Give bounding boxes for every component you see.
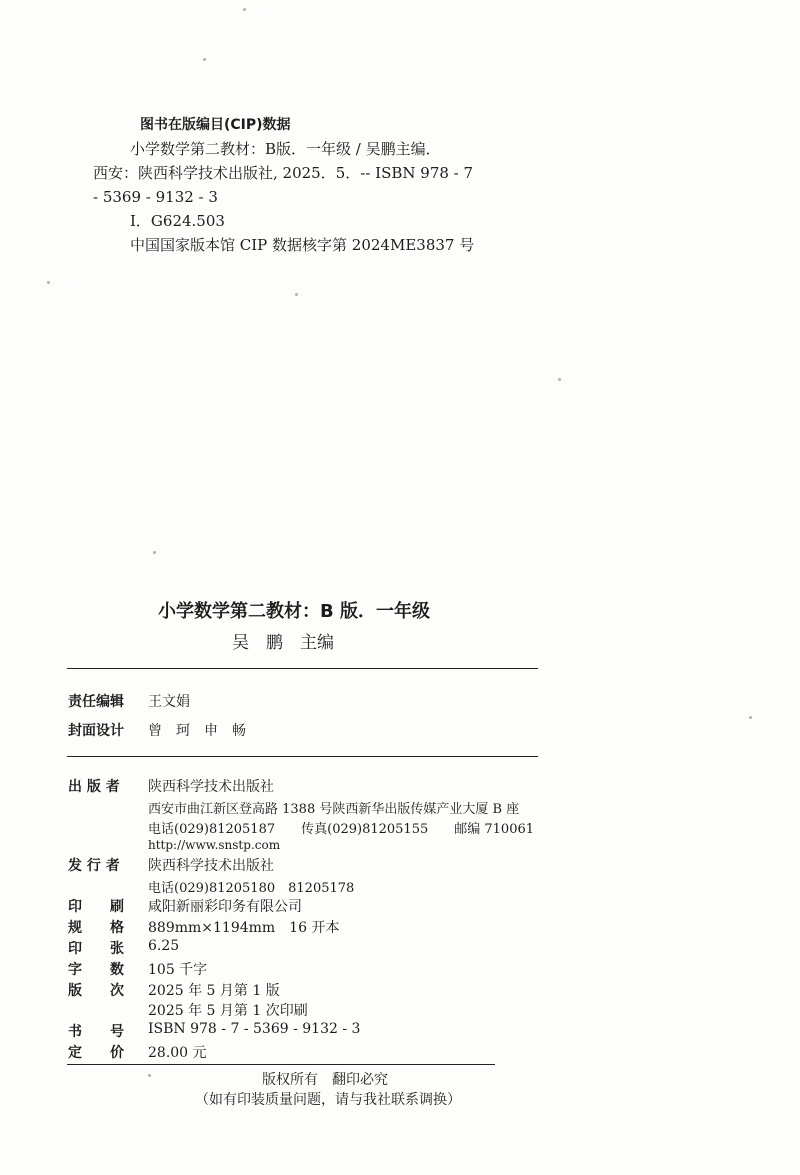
paper-speck [153, 551, 156, 554]
publisher-name: 陕西科学技术出版社 [148, 779, 274, 795]
cover-design: 曾 珂 申 畅 [148, 723, 246, 739]
cip-line-isbn: - 5369 - 9132 - 3 [93, 188, 218, 206]
spec-label-wordcount: 字 数 [68, 962, 124, 978]
divider-top [67, 668, 538, 669]
distributor-label: 发 行 者 [68, 858, 120, 874]
cover-design-label: 封面设计 [68, 723, 124, 739]
distributor-phone: 电话(029)81205180 81205178 [148, 881, 355, 896]
distributor-name: 陕西科学技术出版社 [148, 858, 274, 874]
divider-middle [67, 756, 538, 757]
publisher-website: http://www.snstp.com [148, 838, 281, 852]
responsible-editor: 王文娟 [148, 694, 190, 710]
quality-notice: （如有印装质量问题，请与我社联系调换） [195, 1092, 461, 1108]
paper-speck [148, 1074, 151, 1077]
cip-line-record: 中国国家版本馆 CIP 数据核字第 2024ME3837 号 [130, 236, 475, 254]
book-title: 小学数学第二教材：B 版．一年级 [158, 601, 430, 622]
publisher-label: 出 版 者 [68, 779, 120, 795]
spec-label-printer: 印 刷 [68, 899, 124, 915]
responsible-editor-label: 责任编辑 [68, 694, 124, 710]
paper-speck [558, 378, 561, 381]
spec-label-isbn: 书 号 [68, 1024, 124, 1040]
paper-speck [295, 293, 298, 296]
publisher-contacts: 电话(029)81205187 传真(029)81205155 邮编 710061 [148, 822, 535, 837]
cip-line-classification: Ⅰ．G624.503 [130, 212, 225, 230]
spec-value-format: 889mm×1194mm 16 开本 [148, 920, 340, 936]
cip-line-publisher: 西安：陕西科学技术出版社, 2025．5．-- ISBN 978 - 7 [93, 164, 474, 182]
spec-label-edition: 版 次 [68, 983, 124, 999]
book-editor: 吴 鹏 主编 [232, 633, 334, 653]
cip-line-title: 小学数学第二教材：B版．一年级 / 吴鹏主编． [130, 140, 441, 158]
publisher-address: 西安市曲江新区登高路 1388 号陕西新华出版传媒产业大厦 B 座 [148, 802, 520, 817]
paper-speck [749, 716, 752, 719]
rights-reserved: 版权所有 翻印必究 [262, 1072, 388, 1088]
spec-value-isbn: ISBN 978 - 7 - 5369 - 9132 - 3 [148, 1021, 361, 1037]
spec-value-wordcount: 105 千字 [148, 962, 208, 978]
spec-value-edition: 2025 年 5 月第 1 版 [148, 983, 280, 999]
cip-heading: 图书在版编目(CIP)数据 [140, 117, 291, 133]
spec-label-format: 规 格 [68, 920, 124, 936]
spec-value-printing: 2025 年 5 月第 1 次印刷 [148, 1003, 308, 1019]
paper-speck [203, 58, 206, 61]
spec-value-price: 28.00 元 [148, 1045, 207, 1061]
paper-speck [47, 281, 50, 284]
paper-speck [243, 8, 246, 11]
divider-bottom [67, 1064, 495, 1065]
spec-value-printer: 咸阳新丽彩印务有限公司 [148, 899, 302, 915]
spec-label-sheets: 印 张 [68, 941, 124, 957]
spec-label-price: 定 价 [68, 1045, 124, 1061]
spec-value-sheets: 6.25 [148, 938, 180, 954]
